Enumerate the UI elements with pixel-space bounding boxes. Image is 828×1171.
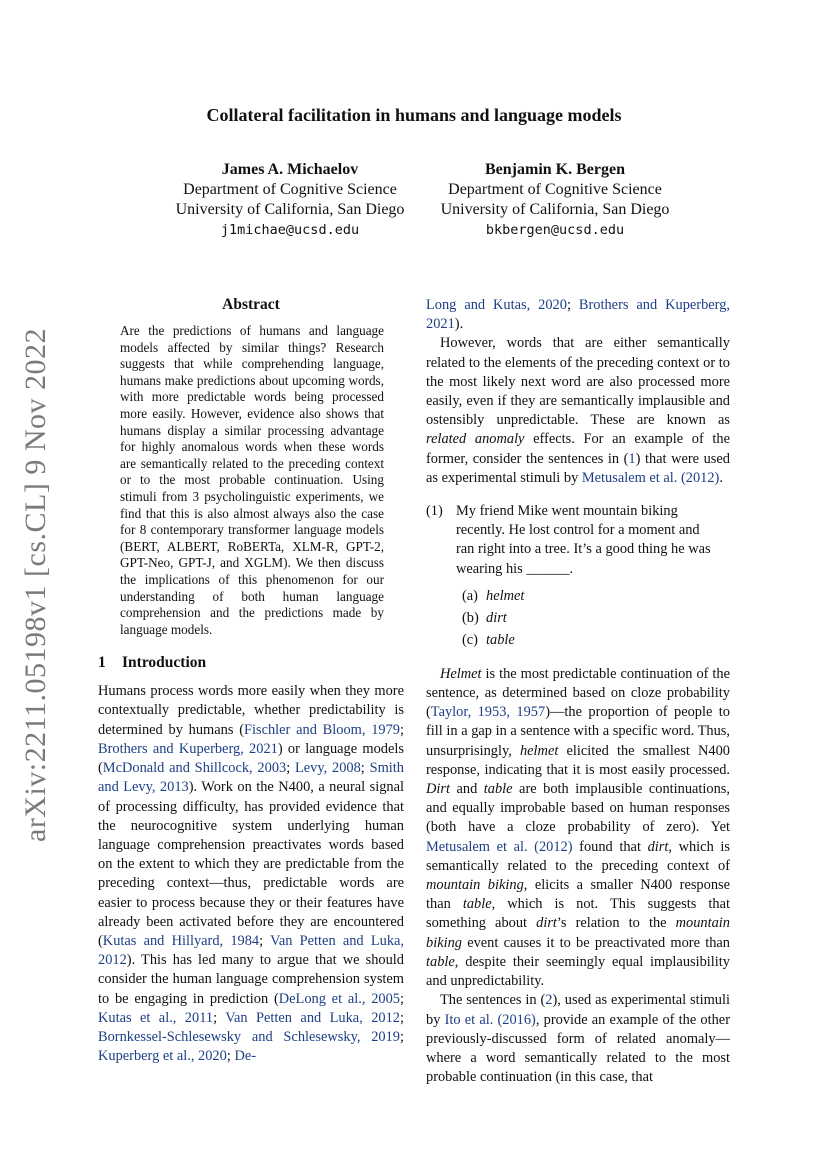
citation-link[interactable]: Taylor, 1953, 1957 <box>430 704 546 721</box>
citation-link[interactable]: Van Petten and Luka, 2012 <box>225 1009 400 1026</box>
citation-link[interactable]: Long and Kutas, 2020 <box>426 297 567 313</box>
author-email[interactable]: bkbergen@ucsd.edu <box>485 222 625 238</box>
paper-title: Collateral facilitation in humans and language models <box>206 105 622 125</box>
abstract-heading: Abstract <box>222 296 280 313</box>
author-email[interactable]: j1michae@ucsd.edu <box>220 222 360 238</box>
citation-link[interactable]: Fischler and Bloom, 1979 <box>243 721 400 738</box>
author-university: University of California, San Diego <box>175 201 405 218</box>
example-option: (b) dirt <box>462 609 507 626</box>
example-sentence: My friend Mike went mountain biking recently. He lost control for a moment and ran right into a tree. It’s a good thing he was wearing his ______. <box>456 503 711 577</box>
author-name: Benjamin K. Bergen <box>485 161 625 178</box>
example-blank: ______. <box>526 560 574 577</box>
citation-link[interactable]: Ito et al. (2016) <box>444 1011 536 1028</box>
arxiv-side-stamp <box>0 0 60 1171</box>
author-name: James A. Michaelov <box>221 161 359 178</box>
citation-link[interactable]: Kutas and Hillyard, 1984 <box>102 932 260 949</box>
citation-link[interactable]: Van Petten and Luka, 2012 <box>98 932 404 969</box>
left-column <box>98 296 404 1066</box>
example-reference-link[interactable]: 1 <box>628 450 636 467</box>
continued-citation-line: Long and Kutas, 2020; Brothers and Kuperberg, 2021). <box>426 297 731 333</box>
citation-link[interactable]: Metusalem et al. (2012) <box>426 838 573 855</box>
author-department: Department of Cognitive Science <box>448 181 662 198</box>
section-title: Introduction <box>122 654 207 672</box>
example-reference-link[interactable]: 2 <box>545 992 553 1009</box>
citation-link[interactable]: Bornkessel-Schlesewsky and Schlesewsky, 2019 <box>98 1028 400 1045</box>
intro-paragraph-1: Humans process words more easily when they more contextually predictable, whether predictability is determined by humans (Fischler and Bloom, 1979; Brothers and Kuperberg, 2021) or language models (McDonald and Shillcock, 2003; Levy, 2008; Smith and Levy, 2013). Work on the N400, a neural signal of processing difficulty, has provided evidence that the neurocognitive system underlying human language comprehension preactivates words based on the extent to which they are predictable from the preceding context—thus, predictable words are easier to process because they or their features have already been activated before they are encountered (Kutas and Hillyard, 1984; Van Petten and Luka, 2012). This has led many to argue that we should consider the human language comprehension system to be engaging in prediction (DeLong et al., 2005; Kutas et al., 2011; Van Petten and Luka, 2012; Bornkessel-Schlesewsky and Schlesewsky, 2019; Kuperberg et al., 2020; De- <box>98 683 404 1065</box>
example-1 <box>426 502 730 579</box>
citation-link[interactable]: Metusalem et al. (2012) <box>581 469 720 486</box>
abstract-text: Are the predictions of humans and language models affected by similar things? Research suggests that while comprehending language, humans make predictions about upcoming words, with more predictable words being processed more easily. However, evidence also shows that humans display a similar processing advantage for highly anomalous words when these words are semantically related to the preceding context or to the most probable continuation. Using stimuli from 3 psycholinguistic experiments, we find that this is also almost always also the case for 8 contemporary transformer language models (BERT, ALBERT, RoBERTa, XLM-R, GPT-2, GPT-Neo, GPT-J, and XGLM). We then discuss the implications of this phenomenon for our understanding of both human language comprehension and the predictions made by language models. <box>120 323 384 637</box>
author-block-2 <box>405 160 705 240</box>
example-number: (1) <box>426 503 443 520</box>
citation-link[interactable]: Brothers and Kuperberg, 2021 <box>426 297 731 333</box>
paragraph-ito-stimuli: The sentences in (2), used as experimental stimuli by Ito et al. (2016), provide an example of the other previously-discussed form of related anomaly—where a word semantically related to the most probable continuation (in this case, that <box>426 992 730 1086</box>
citation-link[interactable]: Levy, 2008 <box>295 760 361 777</box>
citation-link[interactable]: McDonald and Shillcock, 2003 <box>102 760 287 777</box>
right-column <box>426 296 730 1087</box>
citation-link[interactable]: Brothers and Kuperberg, 2021 <box>98 740 278 757</box>
citation-link[interactable]: Smith and Levy, 2013 <box>98 760 404 796</box>
example-options <box>462 585 730 651</box>
author-department: Department of Cognitive Science <box>183 181 397 198</box>
citation-link[interactable]: DeLong et al., 2005 <box>278 990 400 1007</box>
citation-link[interactable]: De- <box>234 1048 257 1065</box>
citation-link[interactable]: Kutas et al., 2011 <box>98 1009 214 1026</box>
author-university: University of California, San Diego <box>440 201 670 218</box>
paragraph-related-anomaly: However, words that are either semantically related to the elements of the preceding context or to the most likely next word are also processed more easily, even if they are semantically implausible and ostensibly unpredictable. These are known as related anomaly effects. For an example of the former, consider the sentences in (1) that were used as experimental stimuli by Metusalem et al. (2012). <box>426 335 730 486</box>
example-option: (c) table <box>462 631 515 648</box>
section-number: 1 <box>98 654 106 672</box>
arxiv-identifier: arXiv:2211.05198v1 [cs.CL] 9 Nov 2022 <box>19 328 52 842</box>
citation-link[interactable]: Kuperberg et al., 2020 <box>98 1048 227 1065</box>
section-heading-introduction <box>98 654 404 672</box>
paragraph-helmet-analysis: Helmet is the most predictable continuation of the sentence, as determined based on cloze probability (Taylor, 1953, 1957)—the proportion of people to fill in a gap in a sentence with a specific word. Thus, unsurprisingly, helmet elicited the smallest N400 response, indicating that it is most easily processed. Dirt and table are both implausible continuations, and equally improbable based on human responses (both have a cloze probability of zero). Yet Metusalem et al. (2012) found that dirt, which is semantically related to the preceding context of mountain biking, elicits a smaller N400 response than table, which is not. This suggests that something about dirt’s relation to the mountain biking event causes it to be preactivated more than table, despite their seemingly equal implausibility and unpredictability. <box>426 665 731 990</box>
example-option: (a) helmet <box>462 587 525 604</box>
author-block-1 <box>140 160 440 240</box>
